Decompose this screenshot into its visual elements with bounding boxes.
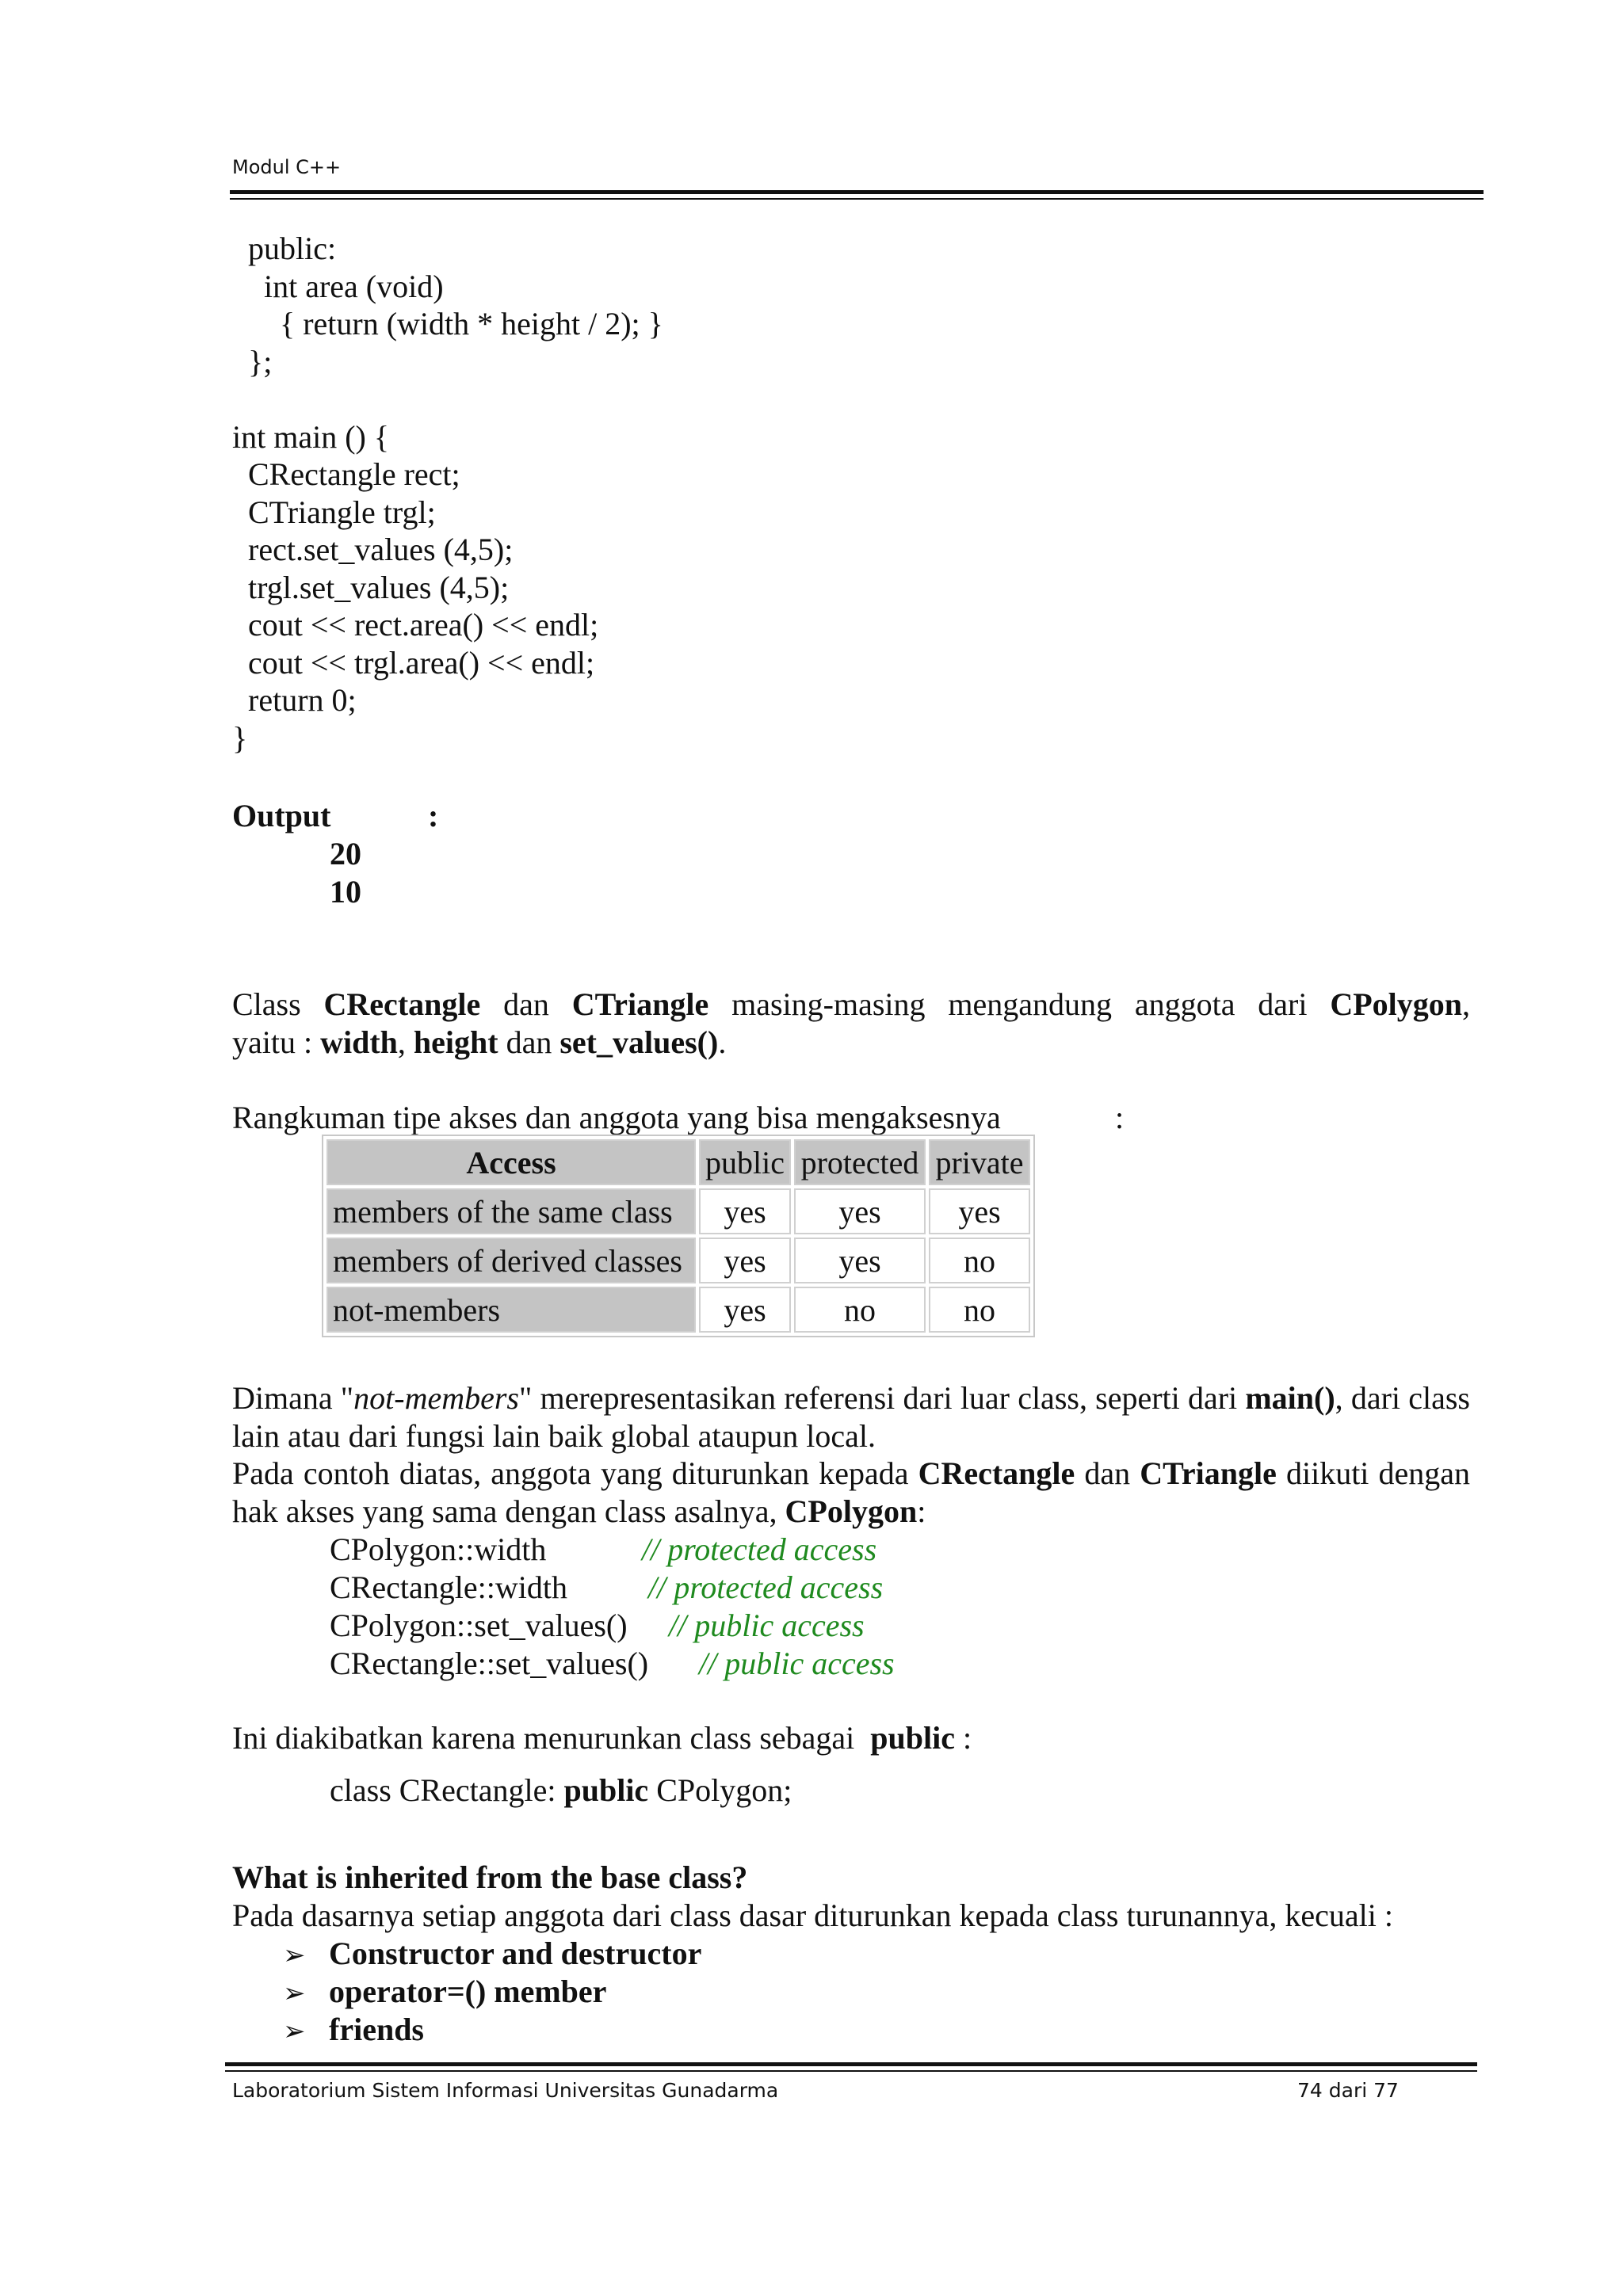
text: ,: [1462, 986, 1471, 1022]
text: :: [962, 1720, 972, 1756]
text: .: [718, 1024, 727, 1060]
example-comment: // protected access: [642, 1531, 877, 1567]
table-cell: no: [929, 1238, 1030, 1283]
summary-text: Rangkuman tipe akses dan anggota yang bisa mengaksesnya: [232, 1100, 1001, 1135]
list-item: [283, 1935, 701, 1972]
code-line: trgl.set_values (4,5);: [232, 569, 510, 605]
access-example: [330, 1569, 884, 1606]
list-item: [283, 1973, 606, 2010]
example-comment: // public access: [669, 1608, 865, 1643]
table-row-label: members of the same class: [327, 1188, 696, 1234]
class-name: CTriangle: [1140, 1455, 1277, 1491]
text: :: [917, 1493, 926, 1529]
function-name: main(): [1245, 1380, 1335, 1416]
code-line: }: [232, 719, 248, 756]
class-name: CRectangle: [918, 1455, 1075, 1491]
footer-rule: [225, 2062, 1477, 2066]
footer-rule-thin: [225, 2070, 1477, 2072]
list-item: [283, 2011, 424, 2048]
table-header-row: [327, 1139, 1030, 1185]
table-header: protected: [794, 1139, 926, 1185]
code-line: cout << trgl.area() << endl;: [232, 644, 595, 681]
member-name: set_values(): [559, 1024, 719, 1060]
inheritance-text: [232, 1719, 972, 1756]
paragraph-not-members: [232, 1379, 1470, 1455]
code-line: CTriangle trgl;: [232, 494, 436, 530]
text: yaitu :: [232, 1024, 313, 1060]
text: masing-masing mengandung anggota dari: [731, 986, 1308, 1022]
output-value: 20: [330, 836, 361, 871]
header-title: Modul C++: [232, 156, 342, 178]
output-label: Output: [232, 798, 331, 833]
text: , dari class lain atau dari fungsi lain baik global ataupun local.: [232, 1380, 1470, 1454]
example-code: CRectangle::width: [330, 1569, 567, 1605]
text: diikuti dengan hak akses yang sama dengan class asalnya,: [232, 1455, 1471, 1529]
table-cell: yes: [699, 1238, 791, 1283]
class-name: CRectangle: [323, 986, 481, 1022]
table-cell: yes: [929, 1188, 1030, 1234]
table-cell: yes: [794, 1238, 926, 1283]
summary-colon: :: [1115, 1100, 1125, 1135]
access-example: [330, 1645, 895, 1682]
inheritance-code: [330, 1772, 792, 1809]
text: dan: [503, 986, 549, 1022]
class-name: CPolygon: [1330, 986, 1463, 1022]
table-cell: yes: [794, 1188, 926, 1234]
text: dan: [506, 1024, 552, 1060]
text: Ini diakibatkan karena menurunkan class sebagai: [232, 1720, 855, 1756]
table-row: [327, 1188, 1030, 1234]
header-rule: [230, 190, 1484, 194]
text: Dimana ": [232, 1380, 354, 1416]
code-line: int area (void): [232, 268, 444, 304]
arrow-bullet-icon: ➢: [283, 1939, 306, 1971]
code-line: CRectangle rect;: [232, 456, 460, 492]
table-header: Access: [327, 1139, 696, 1185]
class-name: CTriangle: [571, 986, 709, 1022]
paragraph-example: [232, 1455, 1470, 1530]
table-row: [327, 1287, 1030, 1333]
output-colon: :: [428, 798, 439, 833]
code-line: rect.set_values (4,5);: [232, 532, 514, 567]
code-line: cout << rect.area() << endl;: [232, 607, 599, 643]
keyword: public: [870, 1720, 955, 1756]
text: CPolygon;: [656, 1772, 792, 1808]
class-name: CPolygon: [785, 1493, 918, 1529]
example-code: CRectangle::set_values(): [330, 1646, 649, 1681]
table-row-label: members of derived classes: [327, 1238, 696, 1283]
table-cell: no: [929, 1287, 1030, 1333]
example-code: CPolygon::width: [330, 1531, 547, 1567]
footer-institution: Laboratorium Sistem Informasi Universitas Gunadarma: [232, 2079, 779, 2102]
section-text: Pada dasarnya setiap anggota dari class dasar diturunkan kepada class turunannya, kecuali :: [232, 1897, 1394, 1933]
list-item-label: operator=() member: [329, 1974, 607, 2009]
code-line: int main () {: [232, 418, 390, 455]
arrow-bullet-icon: ➢: [283, 1978, 306, 2009]
table-header: private: [929, 1139, 1030, 1185]
list-item-label: friends: [329, 2012, 424, 2047]
member-name: height: [413, 1024, 498, 1060]
table-cell: yes: [699, 1287, 791, 1333]
header-rule-thin: [230, 198, 1484, 200]
access-table: [322, 1135, 1035, 1337]
output-value: 10: [330, 873, 361, 910]
page-number: 74 dari 77: [1297, 2079, 1399, 2102]
text: ,: [397, 1024, 406, 1060]
example-comment: // public access: [699, 1646, 895, 1681]
table-cell: no: [794, 1287, 926, 1333]
paragraph-members: [232, 986, 1470, 1061]
text: " merepresentasikan referensi dari luar class, seperti dari: [519, 1380, 1238, 1416]
code-line: [232, 380, 663, 418]
table-header: public: [699, 1139, 791, 1185]
emphasis: not-members: [353, 1380, 519, 1416]
member-name: width: [320, 1024, 398, 1060]
access-example: [330, 1531, 877, 1568]
table-cell: yes: [699, 1188, 791, 1234]
table-row: [327, 1238, 1030, 1283]
code-line: return 0;: [232, 682, 357, 718]
arrow-bullet-icon: ➢: [283, 2016, 306, 2047]
section-heading: What is inherited from the base class?: [232, 1859, 748, 1895]
output-values: [330, 835, 361, 910]
code-line: };: [232, 343, 273, 379]
list-item-label: Constructor and destructor: [329, 1936, 702, 1971]
table-row-label: not-members: [327, 1287, 696, 1333]
text: Class: [232, 986, 301, 1022]
code-line: { return (width * height / 2); }: [232, 306, 663, 341]
text: class CRectangle:: [330, 1772, 556, 1808]
code-block: [232, 230, 663, 757]
text: Pada contoh diatas, anggota yang diturunkan kepada: [232, 1455, 909, 1491]
access-example: [330, 1607, 865, 1644]
code-line: public:: [232, 231, 337, 266]
keyword: public: [563, 1772, 649, 1808]
example-code: CPolygon::set_values(): [330, 1608, 628, 1643]
text: dan: [1084, 1455, 1131, 1491]
example-comment: // protected access: [648, 1569, 884, 1605]
